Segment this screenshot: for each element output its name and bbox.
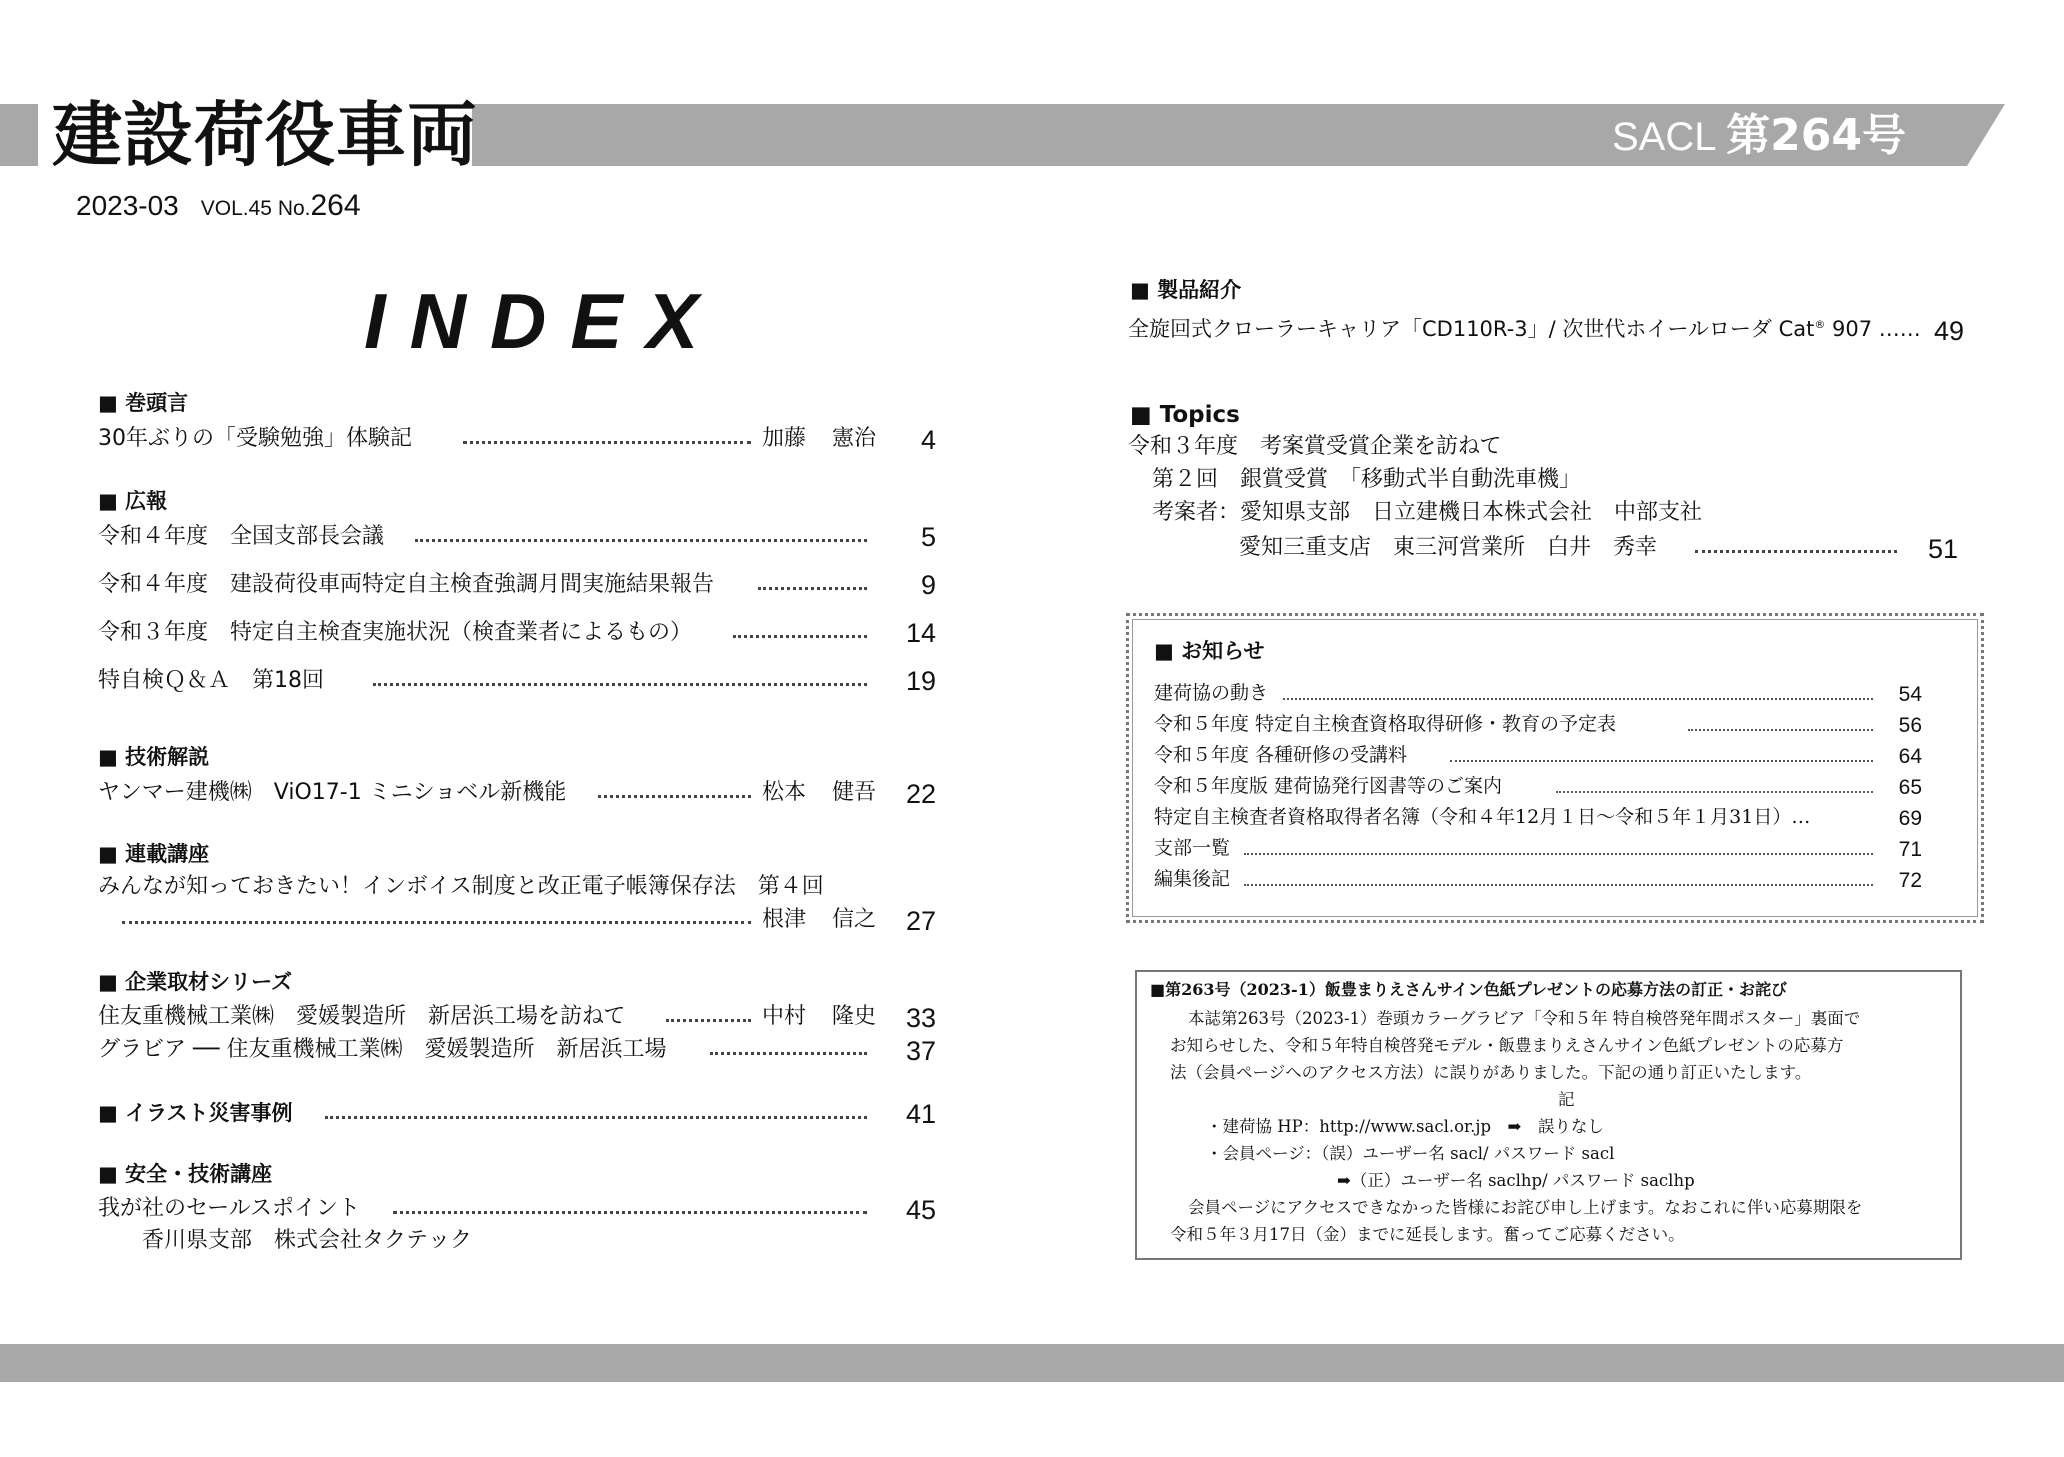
issue-volume: VOL.45 No. (200, 197, 311, 220)
page-number: 56 (1898, 714, 1922, 737)
entry-author: 中村 隆史 (762, 1004, 877, 1029)
header-bar-left (0, 104, 38, 166)
errata-text: 会員ページにアクセスできなかった皆様にお詫び申し上げます。なおこれに伴い応募期限を (1188, 1198, 1863, 1217)
entry-title: 令和４年度 建設荷役車両特定自主検査強調月間実施結果報告 (98, 572, 715, 597)
topics-line: 愛知三重支店 東三河営業所 白井 秀幸 (1239, 535, 1658, 560)
leader-dots (710, 1052, 867, 1055)
leader-dots (1556, 791, 1873, 793)
leader-dots (1244, 853, 1873, 855)
issue-info (76, 189, 361, 223)
leader-dots (666, 1019, 751, 1022)
entry-title: 全旋回式クローラーキャリア「CD110R-3」/ 次世代ホイールローダ Cat® 907 …… (1128, 317, 1921, 341)
page-number: 27 (905, 906, 936, 936)
notice-item: 編集後記 (1154, 868, 1231, 890)
section-heading-safety: ■ 安全・技術講座 (98, 1162, 273, 1186)
page-number: 64 (1898, 745, 1922, 768)
page-number: 65 (1898, 776, 1922, 799)
footer-bar (0, 1344, 2064, 1382)
errata-text: 本誌第263号（2023-1）巻頭カラーグラビア「令和５年 特自検啓発年間ポスター」裏面で (1188, 1009, 1861, 1028)
sacl-label: SACL (1612, 115, 1716, 159)
notice-item: 支部一覧 (1154, 837, 1231, 859)
section-heading-series: ■ 連載講座 (98, 842, 210, 866)
notice-item: 令和５年度 各種研修の受講料 (1154, 744, 1408, 766)
leader-dots (1244, 884, 1873, 886)
issue-date: 2023-03 (76, 190, 179, 221)
errata-text: 法（会員ページへのアクセス方法）に誤りがありました。下記の通り訂正いたします。 (1170, 1063, 1812, 1082)
entry-title: 令和４年度 全国支部長会議 (98, 524, 385, 549)
leader-dots (1695, 550, 1897, 553)
leader-dots (1450, 760, 1873, 762)
entry-title: 我が社のセールスポイント (98, 1196, 361, 1221)
leader-dots (415, 539, 867, 542)
issue-number: 第264号 (1726, 110, 1906, 161)
entry-title: ヤンマー建機㈱ ViO17-1 ミニショベル新機能 (98, 780, 567, 805)
errata-line: ・建荷協 HP：http://www.sacl.or.jp ➡ 誤りなし (1206, 1117, 1604, 1136)
leader-dots (758, 587, 867, 590)
entry-title: 30年ぶりの「受験勉強」体験記 (98, 426, 412, 451)
notice-item: 建荷協の動き (1154, 682, 1269, 704)
leader-dots (598, 795, 751, 798)
index-heading: INDEX (364, 277, 723, 365)
header-bar-tip (1967, 104, 2005, 166)
section-heading-products: ■ 製品紹介 (1130, 278, 1242, 302)
page-number: 5 (920, 522, 936, 552)
errata-ki: 記 (1558, 1090, 1575, 1109)
page-number: 14 (905, 618, 936, 648)
page-number: 54 (1898, 683, 1922, 706)
page-number: 49 (1933, 316, 1964, 346)
page-number: 33 (905, 1003, 936, 1033)
section-heading-preface: ■ 巻頭言 (98, 391, 189, 415)
topics-line: 令和３年度 考案賞受賞企業を訪ねて (1128, 434, 1502, 459)
page-number: 51 (1927, 534, 1958, 564)
page-number: 9 (920, 570, 936, 600)
page-number: 69 (1898, 807, 1922, 830)
errata-text: お知らせした、令和５年特自検啓発モデル・飯豊まりえさんサイン色紙プレゼントの応募方 (1170, 1036, 1844, 1055)
errata-text: 令和５年３月17日（金）までに延長します。奮ってご応募ください。 (1170, 1225, 1685, 1244)
entry-author: 松本 健吾 (762, 780, 877, 805)
entry-subtitle: 香川県支部 株式会社タクテック (142, 1228, 473, 1253)
entry-author: 根津 信之 (762, 907, 877, 932)
section-heading-company-visit: ■ 企業取材シリーズ (98, 970, 293, 994)
section-heading-technical: ■ 技術解説 (98, 745, 210, 769)
notice-item: 令和５年度 特定自主検査資格取得研修・教育の予定表 (1154, 713, 1617, 735)
page-number: 19 (905, 666, 936, 696)
errata-line: ・会員ページ：（誤）ユーザー名 sacl/ パスワード sacl (1206, 1144, 1615, 1163)
section-heading-accident-cases: ■ イラスト災害事例 (98, 1101, 293, 1125)
page-number: 37 (905, 1036, 936, 1066)
page-number: 4 (920, 425, 936, 455)
page-number: 72 (1898, 869, 1922, 892)
leader-dots (325, 1116, 867, 1119)
entry-title: みんなが知っておきたい！インボイス制度と改正電子帳簿保存法 第４回 (98, 874, 824, 899)
entry-author: 加藤 憲治 (762, 426, 877, 451)
leader-dots (733, 635, 867, 638)
topics-line: 考案者：愛知県支部 日立建機日本株式会社 中部支社 (1152, 500, 1703, 525)
issue-no: 264 (310, 189, 361, 222)
section-heading-topics: ■ Topics (1130, 402, 1240, 428)
page-number: 22 (905, 779, 936, 809)
notice-item: 令和５年度版 建荷協発行図書等のご案内 (1154, 775, 1503, 797)
magazine-title: 建設荷役車両 (52, 94, 478, 176)
section-heading-notice: ■ お知らせ (1154, 639, 1265, 663)
page-number: 41 (905, 1099, 936, 1129)
entry-title: 令和３年度 特定自主検査実施状況（検査業者によるもの） (98, 620, 693, 645)
leader-dots (373, 683, 867, 686)
errata-heading: ■第263号（2023-1）飯豊まりえさんサイン色紙プレゼントの応募方法の訂正・お詫び (1150, 980, 1788, 999)
leader-dots (393, 1211, 867, 1214)
leader-dots (463, 441, 751, 444)
entry-title: 特自検Ｑ＆Ａ 第18回 (98, 668, 324, 693)
notice-item: 特定自主検査者資格取得者名簿（令和４年12月１日～令和５年１月31日）… (1154, 806, 1811, 828)
entry-title: 住友重機械工業㈱ 愛媛製造所 新居浜工場を訪ねて (98, 1004, 626, 1029)
topics-line: 第２回 銀賞受賞 「移動式半自動洗車機」 (1152, 467, 1582, 492)
registered-mark: ® (1814, 318, 1826, 331)
entry-title: グラビア ── 住友重機械工業㈱ 愛媛製造所 新居浜工場 (98, 1037, 667, 1062)
errata-line: ➡（正）ユーザー名 saclhp/ パスワード saclhp (1337, 1171, 1695, 1190)
page-number: 45 (905, 1195, 936, 1225)
section-heading-pr: ■ 広報 (98, 489, 168, 513)
leader-dots (122, 921, 751, 924)
issue-badge (1612, 110, 1906, 161)
leader-dots (1688, 729, 1873, 731)
leader-dots (1283, 698, 1873, 700)
page-number: 71 (1898, 838, 1922, 861)
